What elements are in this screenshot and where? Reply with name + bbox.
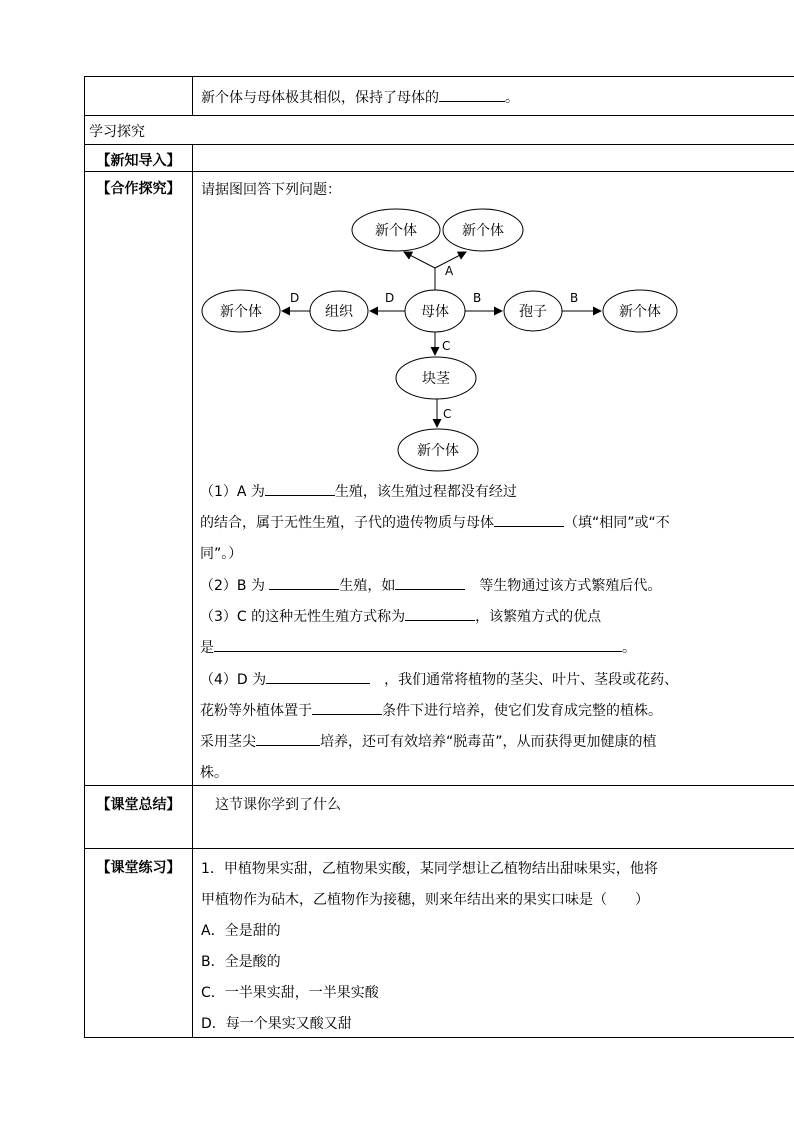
blank-q4-1[interactable]: [266, 671, 370, 684]
letter-b2: B: [570, 291, 579, 305]
reproduction-diagram-overlay: [0, 0, 794, 500]
class-practice-label: [85, 849, 193, 1037]
letter-c2: C: [443, 407, 452, 421]
blank-q3-1[interactable]: [405, 608, 475, 621]
new-knowledge-label-text: 【新知导入】: [96, 153, 181, 169]
blank-q1-2[interactable]: [494, 514, 564, 527]
label-new-individual-a2: 新个体: [462, 223, 504, 239]
option-d[interactable]: D．每一个果实又酸又甜: [201, 1016, 352, 1032]
label-new-individual-d: 新个体: [220, 304, 262, 320]
q1-part-d: （填“相同”或“不: [564, 515, 670, 531]
label-tuber: 块茎: [422, 371, 450, 387]
q3-part-d: 。: [622, 640, 636, 656]
label-mother: 母体: [421, 304, 449, 320]
class-summary-label: [85, 786, 193, 848]
letter-a: A: [445, 264, 454, 278]
label-new-individual-c: 新个体: [417, 443, 459, 459]
row1-text: 新个体与母体极其相似，保持了母体的: [201, 90, 439, 106]
class-practice-content: [193, 849, 794, 1037]
q4-part-g: 株。: [200, 765, 228, 781]
blank-q3-2[interactable]: [214, 639, 622, 652]
q4-part-f: 培养，还可有效培养“脱毒苗”，从而获得更加健康的植: [320, 734, 657, 750]
q4-part-a: （4）D 为: [200, 672, 267, 688]
row-class-summary: [84, 785, 794, 849]
class-summary-text: 这节课你学到了什么: [215, 797, 341, 813]
q3-part-a: （3）C 的这种无性生殖方式称为: [200, 609, 406, 625]
class-summary-label-text: 【课堂总结】: [96, 797, 181, 813]
label-new-individual-a1: 新个体: [375, 223, 417, 239]
q1-part-c: 的结合，属于无性生殖，子代的遗传物质与母体: [200, 515, 494, 531]
class-practice-label-text: 【课堂练习】: [96, 860, 181, 876]
q4-part-e: 采用茎尖: [200, 734, 256, 750]
q2-part-c: 等生物通过该方式繁殖后代。: [479, 578, 662, 594]
blank-q4-2[interactable]: [312, 702, 382, 715]
option-c[interactable]: C．一半果实甜，一半果实酸: [201, 985, 379, 1001]
blank-q2-1[interactable]: [269, 577, 339, 590]
q1-part-e: 同”。）: [200, 546, 243, 562]
q4-part-d: 条件下进行培养，使它们发育成完整的植株。: [382, 703, 662, 719]
blank-q2-2[interactable]: [395, 577, 465, 590]
q4-part-c: 花粉等外植体置于: [200, 703, 312, 719]
label-new-individual-b: 新个体: [619, 304, 661, 320]
row1-end: 。: [505, 90, 519, 106]
q2-part-a: （2）B 为: [200, 578, 265, 594]
option-b[interactable]: B．全是酸的: [201, 954, 281, 970]
arrow-a-left: [404, 252, 435, 268]
letter-c1: C: [442, 339, 451, 353]
blank-q1-1[interactable]: [265, 483, 335, 496]
row-class-practice: [84, 848, 794, 1038]
q4-part-b: ，我们通常将植物的茎尖、叶片、茎段或花药、: [384, 672, 679, 688]
letter-d1: D: [385, 291, 395, 305]
q3-part-b: ，该繁殖方式的优点: [475, 609, 602, 625]
blank-q4-3[interactable]: [256, 733, 320, 746]
q1-part-a: （1）A 为: [200, 484, 265, 500]
cooperative-inquiry-label-text: 【合作探究】: [96, 181, 181, 197]
q3-part-c: 是: [200, 640, 214, 656]
section-title: 学习探究: [89, 124, 145, 140]
letter-b1: B: [473, 291, 482, 305]
question-prompt: 请据图回答下列问题：: [201, 182, 341, 198]
option-a[interactable]: A．全是甜的: [201, 923, 281, 939]
q1-part-b: 生殖，该生殖过程都没有经过: [334, 484, 517, 500]
practice-question-line1: 1．甲植物果实甜，乙植物果实酸，某同学想让乙植物结出甜味果实，他将: [201, 861, 658, 877]
class-summary-content[interactable]: [193, 786, 794, 848]
label-spore: 孢子: [519, 304, 547, 320]
letter-d2: D: [290, 291, 300, 305]
practice-question-line2: 甲植物作为砧木，乙植物作为接穗，则来年结出来的果实口味是（ ）: [201, 892, 649, 908]
q2-part-b: 生殖，如: [339, 578, 396, 594]
label-tissue: 组织: [325, 304, 353, 320]
